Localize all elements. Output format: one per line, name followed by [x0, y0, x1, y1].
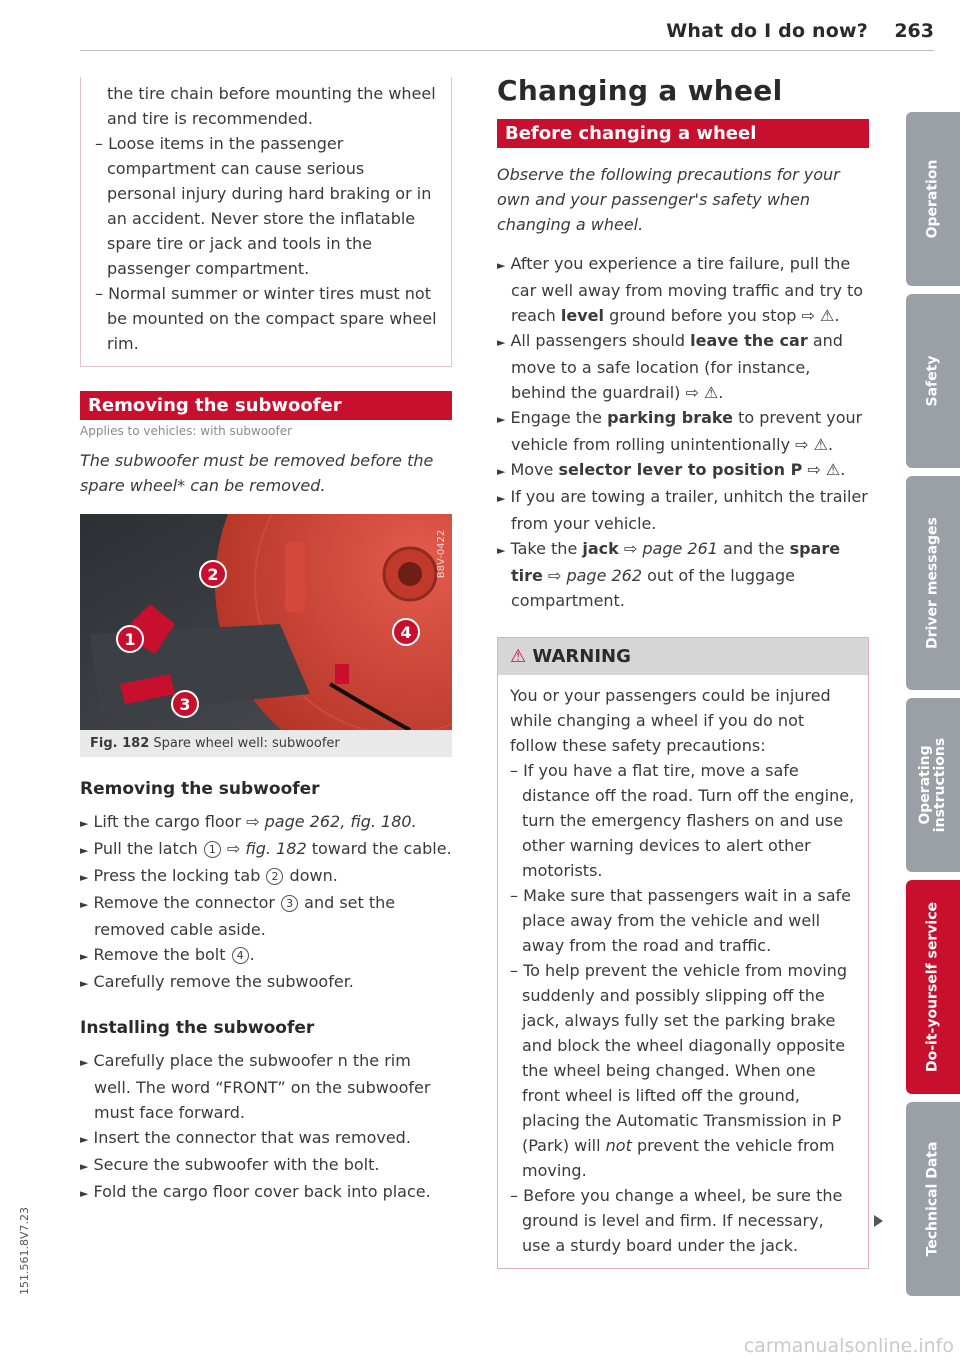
page-link[interactable]: ⇨ page 261 — [618, 539, 718, 558]
header-rule — [80, 50, 934, 51]
callout-ref: 4 — [232, 947, 249, 964]
step: ► Carefully place the subwoofer n the rim well. The word “FRONT” on the subwoofer must face forward. — [80, 1051, 431, 1122]
step: ► Fold the cargo floor cover back into place. — [80, 1182, 431, 1201]
section-title-before-changing: Before changing a wheel — [497, 119, 869, 148]
sidebar-tab-do-it-yourself-service[interactable]: Do-it-yourself service — [906, 880, 960, 1094]
removing-steps — [80, 809, 452, 996]
callout-ref: 2 — [266, 868, 283, 885]
step: ► Remove the connector 3 and set the removed cable aside. — [80, 893, 396, 939]
figure-code: B8V-0422 — [436, 529, 447, 579]
step: ► Insert the connector that was removed. — [80, 1128, 411, 1147]
warning-triangle-icon: ⚠ — [510, 646, 527, 667]
subheading-installing: Installing the subwoofer — [80, 1018, 315, 1038]
continue-arrow-icon — [874, 1215, 883, 1227]
step: ► Lift the cargo floor ⇨ page 262, fig. 180. — [80, 812, 417, 831]
step: ► Pull the latch 1 ⇨ fig. 182 toward the cable. — [80, 839, 452, 858]
warning-title: WARNING — [532, 646, 631, 667]
callout-3: 3 — [179, 695, 191, 714]
subwoofer-illustration — [80, 514, 452, 730]
callout-4: 4 — [400, 623, 412, 642]
page-link[interactable]: ⇨ page 262 — [542, 566, 643, 585]
step: ► Take the jack ⇨ page 261 and the spare tire ⇨ page 262 out of the luggage compartment. — [497, 539, 841, 610]
chapter-title: Changing a wheel — [497, 74, 783, 107]
subheading-removing: Removing the subwoofer — [80, 779, 320, 799]
section-intro: The subwoofer must be removed before the spare wheel* can be removed. — [80, 451, 434, 495]
warning-intro: You or your passengers could be injured while changing a wheel if you do not follow these safety precautions: — [510, 686, 831, 755]
document-code: 151.561.8V7.23 — [18, 1207, 31, 1295]
sidebar-tab-operating-instructions[interactable]: Operating instructions — [906, 698, 960, 872]
left-column — [80, 77, 452, 1206]
warning-item: – Loose items in the passenger compartment can cause serious personal injury during hard braking or in an accident. Never store the inflatable spare tire or jack and tools in the passenger compartment. — [95, 134, 432, 278]
step: ► Carefully remove the subwoofer. — [80, 972, 354, 991]
applies-to-note: Applies to vehicles: with subwoofer — [80, 424, 293, 438]
callout-ref: 3 — [281, 895, 298, 912]
figure-label: Fig. 182 — [90, 736, 150, 751]
spare-wheel-well-image — [80, 514, 452, 730]
warning-item: – To help prevent the vehicle from moving suddenly and possibly slipping off the jack, always fully set the parking brake and block the wheel diagonally opposite the wheel being changed. When one front wheel is lifted off the ground, placing the Automatic Transmission in P (Park) will not prevent the vehicle from moving. — [510, 961, 848, 1180]
callout-1: 1 — [124, 630, 136, 649]
warning-item: – Make sure that passengers wait in a safe place away from the vehicle and well away from the road and traffic. — [510, 886, 852, 955]
precaution-steps — [497, 251, 869, 613]
figure-link[interactable]: ⇨ fig. 182 — [221, 839, 307, 858]
section-intro: Observe the following precautions for your own and your passenger's safety when changing a wheel. — [497, 165, 840, 234]
step: ► Remove the bolt 4 . — [80, 945, 255, 964]
step: ► Press the locking tab 2 down. — [80, 866, 338, 885]
running-header-title: What do I do now? — [666, 20, 868, 42]
watermark: carmanualsonline.info — [743, 1335, 954, 1357]
section-title-removing-subwoofer: Removing the subwoofer — [80, 391, 452, 420]
warning-item: – Before you change a wheel, be sure the ground is level and firm. If necessary, use a sturdy board under the jack. — [510, 1186, 843, 1255]
step: ► Engage the parking brake to prevent your vehicle from rolling unintentionally ⇨ ⚠. — [497, 408, 863, 454]
sidebar-tab-technical-data[interactable]: Technical Data — [906, 1102, 960, 1296]
warning-body — [498, 675, 868, 1268]
right-column — [497, 74, 869, 1269]
page-number: 263 — [894, 20, 934, 42]
step: ► Secure the subwoofer with the bolt. — [80, 1155, 380, 1174]
warning-item: – Normal summer or winter tires must not be mounted on the compact spare wheel rim. — [95, 284, 437, 353]
page-link[interactable]: ⇨ page 262, fig. 180. — [246, 812, 417, 831]
step: ► All passengers should leave the car and move to a safe location (for instance, behind the guardrail) ⇨ ⚠. — [497, 331, 843, 402]
warning-item: – If you have a flat tire, move a safe distance off the road. Turn off the engine, turn the emergency flashers on and use other warning devices to alert other motorists. — [510, 761, 855, 880]
figure-caption-text: Spare wheel well: subwoofer — [153, 736, 340, 751]
figure-caption — [80, 730, 452, 751]
installing-steps — [80, 1048, 452, 1206]
callout-ref: 1 — [204, 841, 221, 858]
warning-header — [498, 638, 868, 675]
step: ► If you are towing a trailer, unhitch the trailer from your vehicle. — [497, 487, 868, 533]
callout-2: 2 — [207, 565, 219, 584]
warning-box — [497, 637, 869, 1269]
figure-182 — [80, 514, 452, 757]
warning-continuation-text: the tire chain before mounting the wheel and tire is recommended. — [107, 84, 436, 128]
sidebar-tab-driver-messages[interactable]: Driver messages — [906, 476, 960, 690]
warning-continuation-box — [80, 77, 452, 367]
step: ► Move selector lever to position P ⇨ ⚠. — [497, 460, 846, 479]
step: ► After you experience a tire failure, pull the car well away from moving traffic and try to reach level ground before you stop ⇨ ⚠. — [497, 254, 864, 325]
sidebar-tab-operation[interactable]: Operation — [906, 112, 960, 286]
sidebar-tab-safety[interactable]: Safety — [906, 294, 960, 468]
